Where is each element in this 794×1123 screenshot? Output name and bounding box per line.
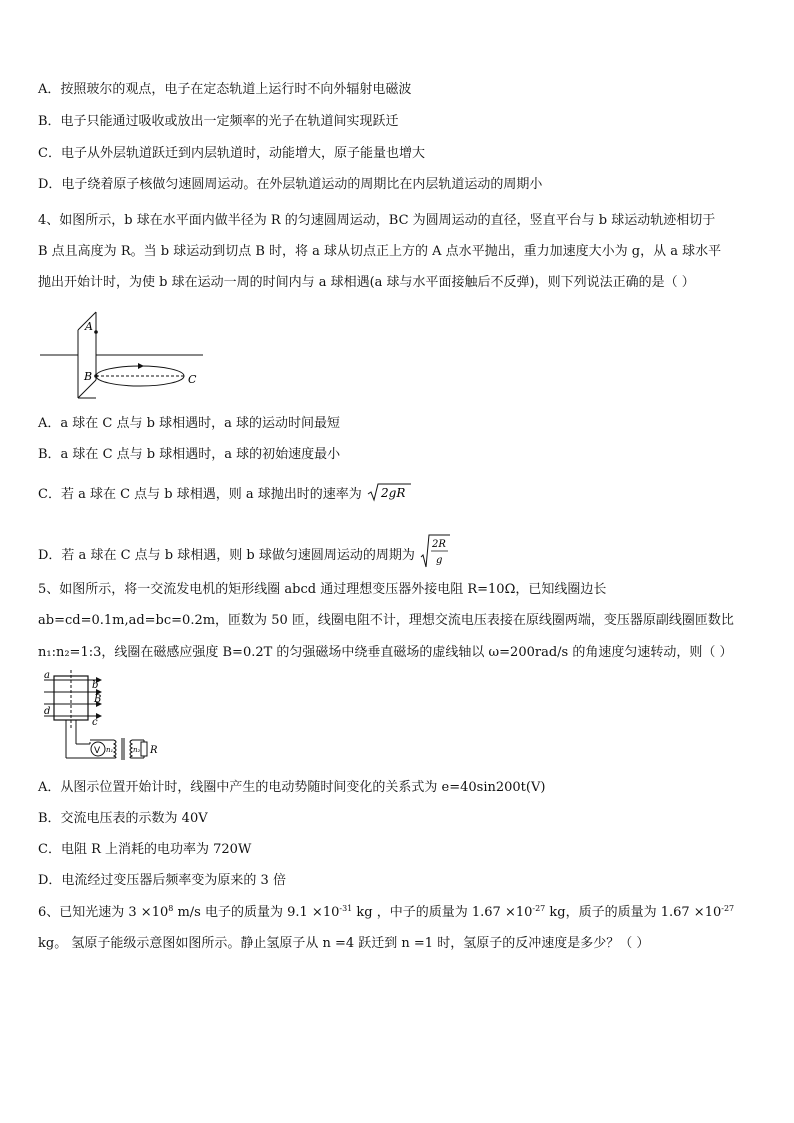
q4-option-a: A．a 球在 C 点与 b 球相遇时，a 球的运动时间最短	[38, 416, 340, 431]
q4-option-c-sqrt	[366, 482, 412, 507]
q4-label-b: B	[84, 370, 93, 383]
q6-exp1: 8	[168, 904, 174, 913]
q5-label-c: c	[92, 717, 98, 728]
q5-option-c: C．电阻 R 上消耗的电功率为 720W	[38, 842, 252, 857]
q5-option-d: D．电流经过变压器后频率变为原来的 3 倍	[38, 873, 286, 888]
q4-label-c: C	[188, 373, 197, 386]
q4-option-c-radicand: 2gR	[380, 486, 406, 500]
q5-stem-line1: 5、如图所示，将一交流发电机的矩形线圈 abcd 通过理想变压器外接电阻 R=10Ω，已知线圈边长	[38, 582, 607, 597]
q4-label-a: A	[85, 320, 93, 333]
q4-option-c-text: C．若 a 球在 C 点与 b 球相遇，则 a 球抛出时的速率为	[38, 487, 362, 502]
q3-option-d: D．电子绕着原子核做匀速圆周运动。在外层轨道运动的周期比在内层轨道运动的周期小	[38, 177, 543, 192]
q6-exp3: -27	[532, 904, 546, 913]
q6-part2: m/s 电子的质量为 9.1 ×10	[173, 905, 340, 920]
q4-option-d-sqrt	[419, 533, 451, 574]
q6-part3: kg ，中子的质量为 1.67 ×10	[352, 905, 533, 920]
q5-label-d: d	[44, 706, 51, 717]
q5-figure-generator-transformer	[40, 668, 170, 768]
q3-option-a: A．按照玻尔的观点，电子在定态轨道上运行时不向外辐射电磁波	[38, 82, 412, 97]
q5-stem-line2: ab=cd=0.1m,ad=bc=0.2m，匝数为 50 匝，线圈电阻不计，理想交流电压表接在原线圈两端，变压器原副线圈匝数比	[38, 613, 734, 628]
q6-exp2: -31	[339, 904, 353, 913]
q6-part4: kg，质子的质量为 1.67 ×10	[545, 905, 722, 920]
q4-option-d-numerator: 2R	[431, 539, 446, 550]
q6-exp4: -27	[721, 904, 735, 913]
q6-stem-line2: kg。 氢原子能级示意图如图所示。静止氢原子从 n =4 跃迁到 n =1 时，氢原子的反冲速度是多少？（ ）	[38, 936, 650, 951]
q5-label-r: R	[150, 745, 158, 756]
q5-n2-label: n₂	[133, 746, 141, 754]
q5-label-field: B	[94, 694, 102, 705]
q5-label-b: b	[92, 680, 99, 691]
q3-option-c: C．电子从外层轨道跃迁到内层轨道时，动能增大，原子能量也增大	[38, 146, 425, 161]
q4-option-d	[38, 535, 451, 576]
q4-option-b: B．a 球在 C 点与 b 球相遇时，a 球的初始速度最小	[38, 447, 341, 462]
q4-option-d-denominator: g	[435, 555, 443, 566]
q5-voltmeter-label: V	[94, 746, 101, 756]
q4-stem-line3: 抛出开始计时，为使 b 球在运动一周的时间内与 a 球相遇(a 球与水平面接触后不反弹)，则下列说法正确的是（ ）	[38, 275, 695, 290]
q5-stem-line3: n₁:n₂=1:3，线圈在磁感应强度 B=0.2T 的匀强磁场中绕垂直磁场的虚线轴以 ω=200rad/s 的角速度匀速转动，则（ ）	[38, 645, 733, 660]
q6-stem-line1	[38, 905, 734, 921]
q4-stem-line1: 4、如图所示，b 球在水平面内做半径为 R 的匀速圆周运动，BC 为圆周运动的直径，竖直平台与 b 球运动轨迹相切于	[38, 213, 716, 228]
q5-option-b: B．交流电压表的示数为 40V	[38, 811, 208, 826]
q4-option-c	[38, 482, 412, 507]
q4-option-d-text: D．若 a 球在 C 点与 b 球相遇，则 b 球做匀速圆周运动的周期为	[38, 548, 415, 563]
q5-label-a: a	[44, 670, 50, 681]
q4-stem-line2: B 点且高度为 R。当 b 球运动到切点 B 时，将 a 球从切点正上方的 A 点水平抛出，重力加速度大小为 g，从 a 球水平	[38, 244, 722, 259]
q6-part1: 6、已知光速为 3 ×10	[38, 905, 169, 920]
q5-option-a: A．从图示位置开始计时，线圈中产生的电动势随时间变化的关系式为 e=40sin200t(V)	[38, 780, 546, 795]
q4-figure-platform-circle	[38, 308, 208, 400]
q5-n1-label: n₁	[106, 746, 114, 754]
q3-option-b: B．电子只能通过吸收或放出一定频率的光子在轨道间实现跃迁	[38, 114, 399, 129]
